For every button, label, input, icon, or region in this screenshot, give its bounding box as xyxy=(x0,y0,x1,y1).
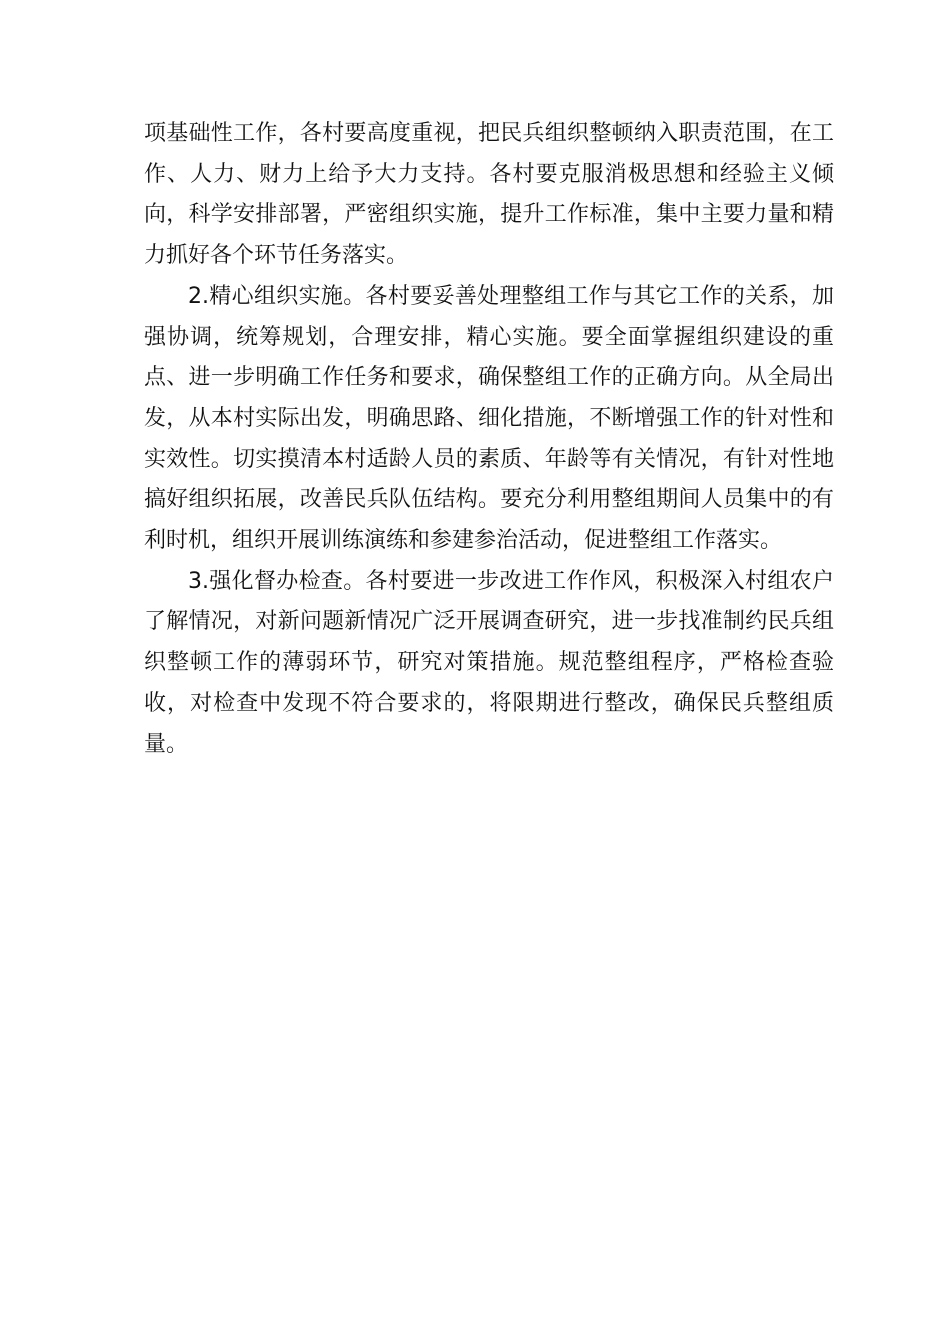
paragraph-item-3: 3.强化督办检查。各村要进一步改进工作作风，积极深入村组农户了解情况，对新问题新情况广泛开展调查研究，进一步找准制约民兵组织整顿工作的薄弱环节，研究对策措施。规范整组程序，严格检查验收，对检查中发现不符合要求的，将限期进行整改，确保民兵整组质量。 xyxy=(144,568,834,757)
document-body xyxy=(144,114,834,765)
paragraph-item-2: 2.精心组织实施。各村要妥善处理整组工作与其它工作的关系，加强协调，统筹规划，合理安排，精心实施。要全面掌握组织建设的重点、进一步明确工作任务和要求，确保整组工作的正确方向。从全局出发，从本村实际出发，明确思路、细化措施，不断增强工作的针对性和实效性。切实摸清本村适龄人员的素质、年龄等有关情况，有针对性地搞好组织拓展，改善民兵队伍结构。要充分利用整组期间人员集中的有利时机，组织开展训练演练和参建参治活动，促进整组工作落实。 xyxy=(144,283,834,554)
paragraph-continuation: 项基础性工作，各村要高度重视，把民兵组织整顿纳入职责范围，在工作、人力、财力上给予大力支持。各村要克服消极思想和经验主义倾向，科学安排部署，严密组织实施，提升工作标准，集中主要力量和精力抓好各个环节任务落实。 xyxy=(144,121,834,269)
